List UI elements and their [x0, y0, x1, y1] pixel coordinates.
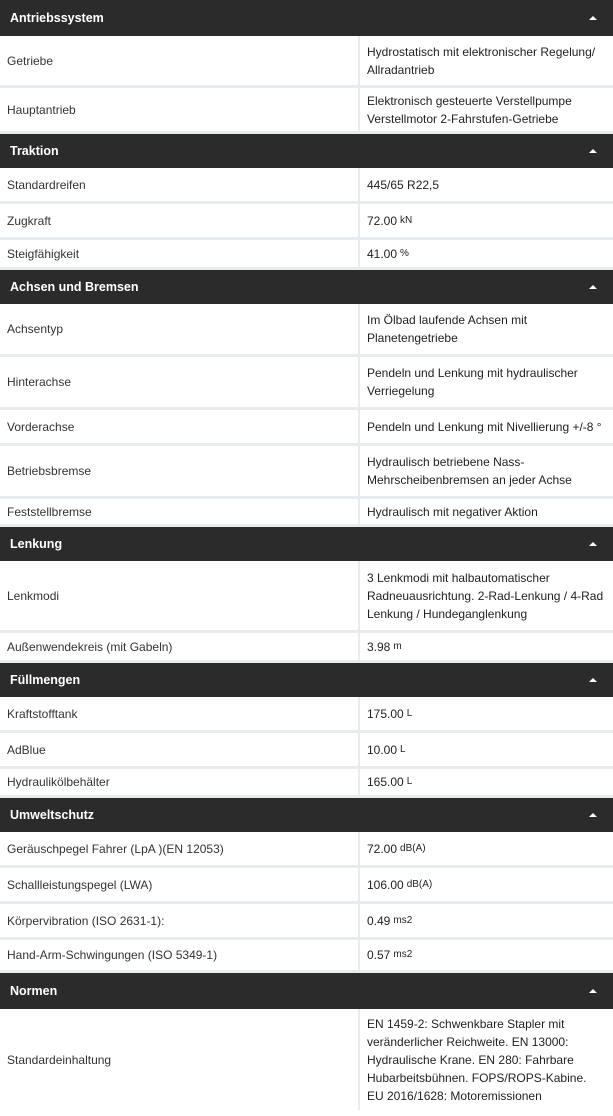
row-label: Betriebsbremse	[0, 446, 360, 496]
row-unit: L	[406, 707, 413, 719]
section-header-normen[interactable]	[0, 973, 613, 1009]
table-row	[0, 868, 613, 904]
row-value: 175.00 L	[367, 706, 413, 721]
section-title: Traktion	[10, 144, 59, 158]
row-label: Hauptantrieb	[0, 88, 360, 131]
row-unit: dB(A)	[400, 842, 426, 854]
table-row	[0, 88, 613, 134]
chevron-up-icon[interactable]	[589, 149, 597, 153]
table-row	[0, 832, 613, 868]
row-value: EN 1459-2: Schwenkbare Stapler mit veränderlicher Reichweite. EN 13000: Hydraulische Krane. EN 280: Fahrbare Hubarbeitsbühnen. FOPS/ROPS-Kabine. EU 2016/1628: Motoremissionen	[367, 1016, 587, 1103]
table-row	[0, 168, 613, 204]
row-value: Pendeln und Lenkung mit Nivellierung +/-8 °	[367, 419, 602, 434]
table-row	[0, 561, 613, 633]
row-unit: ms2	[393, 949, 413, 960]
section-header-antriebssystem[interactable]	[0, 0, 613, 36]
row-value: 445/65 R22,5	[367, 177, 440, 192]
row-value: Elektronisch gesteuerte Verstellpumpe Verstellmotor 2-Fahrstufen-Getriebe	[367, 93, 572, 126]
section-title: Normen	[10, 984, 58, 998]
row-label: Standardreifen	[0, 168, 360, 201]
row-value: 3 Lenkmodi mit halbautomatischer Radneuausrichtung. 2-Rad-Lenkung / 4-Rad Lenkung / Hundeganglenkung	[367, 570, 604, 621]
row-value: Im Ölbad laufende Achsen mit Planetengetriebe	[367, 313, 528, 345]
section-title: Achsen und Bremsen	[10, 280, 139, 294]
table-row	[0, 204, 613, 240]
row-label: Standardeinhaltung	[0, 1009, 360, 1110]
table-row	[0, 240, 613, 270]
chevron-up-icon[interactable]	[589, 813, 597, 817]
table-row	[0, 1009, 613, 1110]
row-value: Pendeln und Lenkung mit hydraulischer Verriegelung	[367, 366, 578, 398]
table-row	[0, 940, 613, 973]
row-label: AdBlue	[0, 733, 360, 766]
row-unit: dB(A)	[406, 878, 433, 890]
row-label: Steigfähigkeit	[0, 240, 360, 267]
section-title: Füllmengen	[10, 673, 81, 687]
section-header-umweltschutz[interactable]	[0, 798, 613, 832]
table-row	[0, 697, 613, 733]
row-label: Hydraulikölbehälter	[0, 769, 360, 795]
section-title: Umweltschutz	[10, 808, 95, 822]
row-value: 106.00 dB(A)	[367, 877, 433, 892]
row-label: Körpervibration (ISO 2631-1):	[0, 904, 360, 937]
chevron-up-icon[interactable]	[589, 678, 597, 682]
row-label: Getriebe	[0, 36, 360, 85]
row-value: 10.00 L	[367, 742, 406, 757]
row-value: 0.49 ms2	[367, 913, 413, 928]
row-value: 165.00 L	[367, 775, 413, 789]
section-header-traktion[interactable]	[0, 134, 613, 168]
row-value: 41.00 %	[367, 246, 409, 261]
row-value: 3.98 m	[367, 639, 402, 654]
section-title: Lenkung	[10, 537, 63, 551]
row-value: Hydrostatisch mit elektronischer Regelung/ Allradantrieb	[367, 44, 596, 77]
row-label: Hand-Arm-Schwingungen (ISO 5349-1)	[0, 940, 360, 970]
row-label: Hinterachse	[0, 357, 360, 407]
section-header-achsen-und-bremsen[interactable]	[0, 270, 613, 304]
table-row	[0, 733, 613, 769]
table-row	[0, 36, 613, 88]
table-row	[0, 304, 613, 357]
row-label: Achsentyp	[0, 304, 360, 354]
row-value: 72.00 dB(A)	[367, 841, 426, 856]
row-label: Lenkmodi	[0, 561, 360, 630]
row-unit: ms2	[393, 914, 413, 926]
row-unit: kN	[400, 214, 413, 226]
row-value: 0.57 ms2	[367, 948, 413, 962]
row-value: Hydraulisch mit negativer Aktion	[367, 504, 538, 519]
table-row	[0, 446, 613, 499]
row-label: Zugkraft	[0, 204, 360, 237]
row-unit: %	[400, 247, 409, 259]
chevron-up-icon[interactable]	[589, 285, 597, 289]
table-row	[0, 769, 613, 798]
section-header-lenkung[interactable]	[0, 527, 613, 561]
table-row	[0, 357, 613, 410]
table-row	[0, 410, 613, 446]
row-label: Schallleistungspegel (LWA)	[0, 868, 360, 901]
chevron-up-icon[interactable]	[589, 542, 597, 546]
row-label: Geräuschpegel Fahrer (LpA )(EN 12053)	[0, 832, 360, 865]
row-value: Hydraulisch betriebene Nass-Mehrscheibenbremsen an jeder Achse	[367, 455, 572, 487]
chevron-up-icon[interactable]	[589, 16, 597, 20]
table-row	[0, 633, 613, 663]
row-label: Kraftstofftank	[0, 697, 360, 730]
table-row	[0, 904, 613, 940]
table-row	[0, 499, 613, 527]
chevron-up-icon[interactable]	[589, 989, 597, 993]
section-header-fuellmengen[interactable]	[0, 663, 613, 697]
row-value: 72.00 kN	[367, 213, 413, 228]
row-label: Vorderachse	[0, 410, 360, 443]
section-title: Antriebssystem	[10, 11, 104, 25]
row-unit: L	[406, 776, 413, 787]
row-label: Außenwendekreis (mit Gabeln)	[0, 633, 360, 660]
row-label: Feststellbremse	[0, 499, 360, 524]
row-unit: L	[400, 743, 406, 755]
row-unit: m	[393, 640, 402, 652]
